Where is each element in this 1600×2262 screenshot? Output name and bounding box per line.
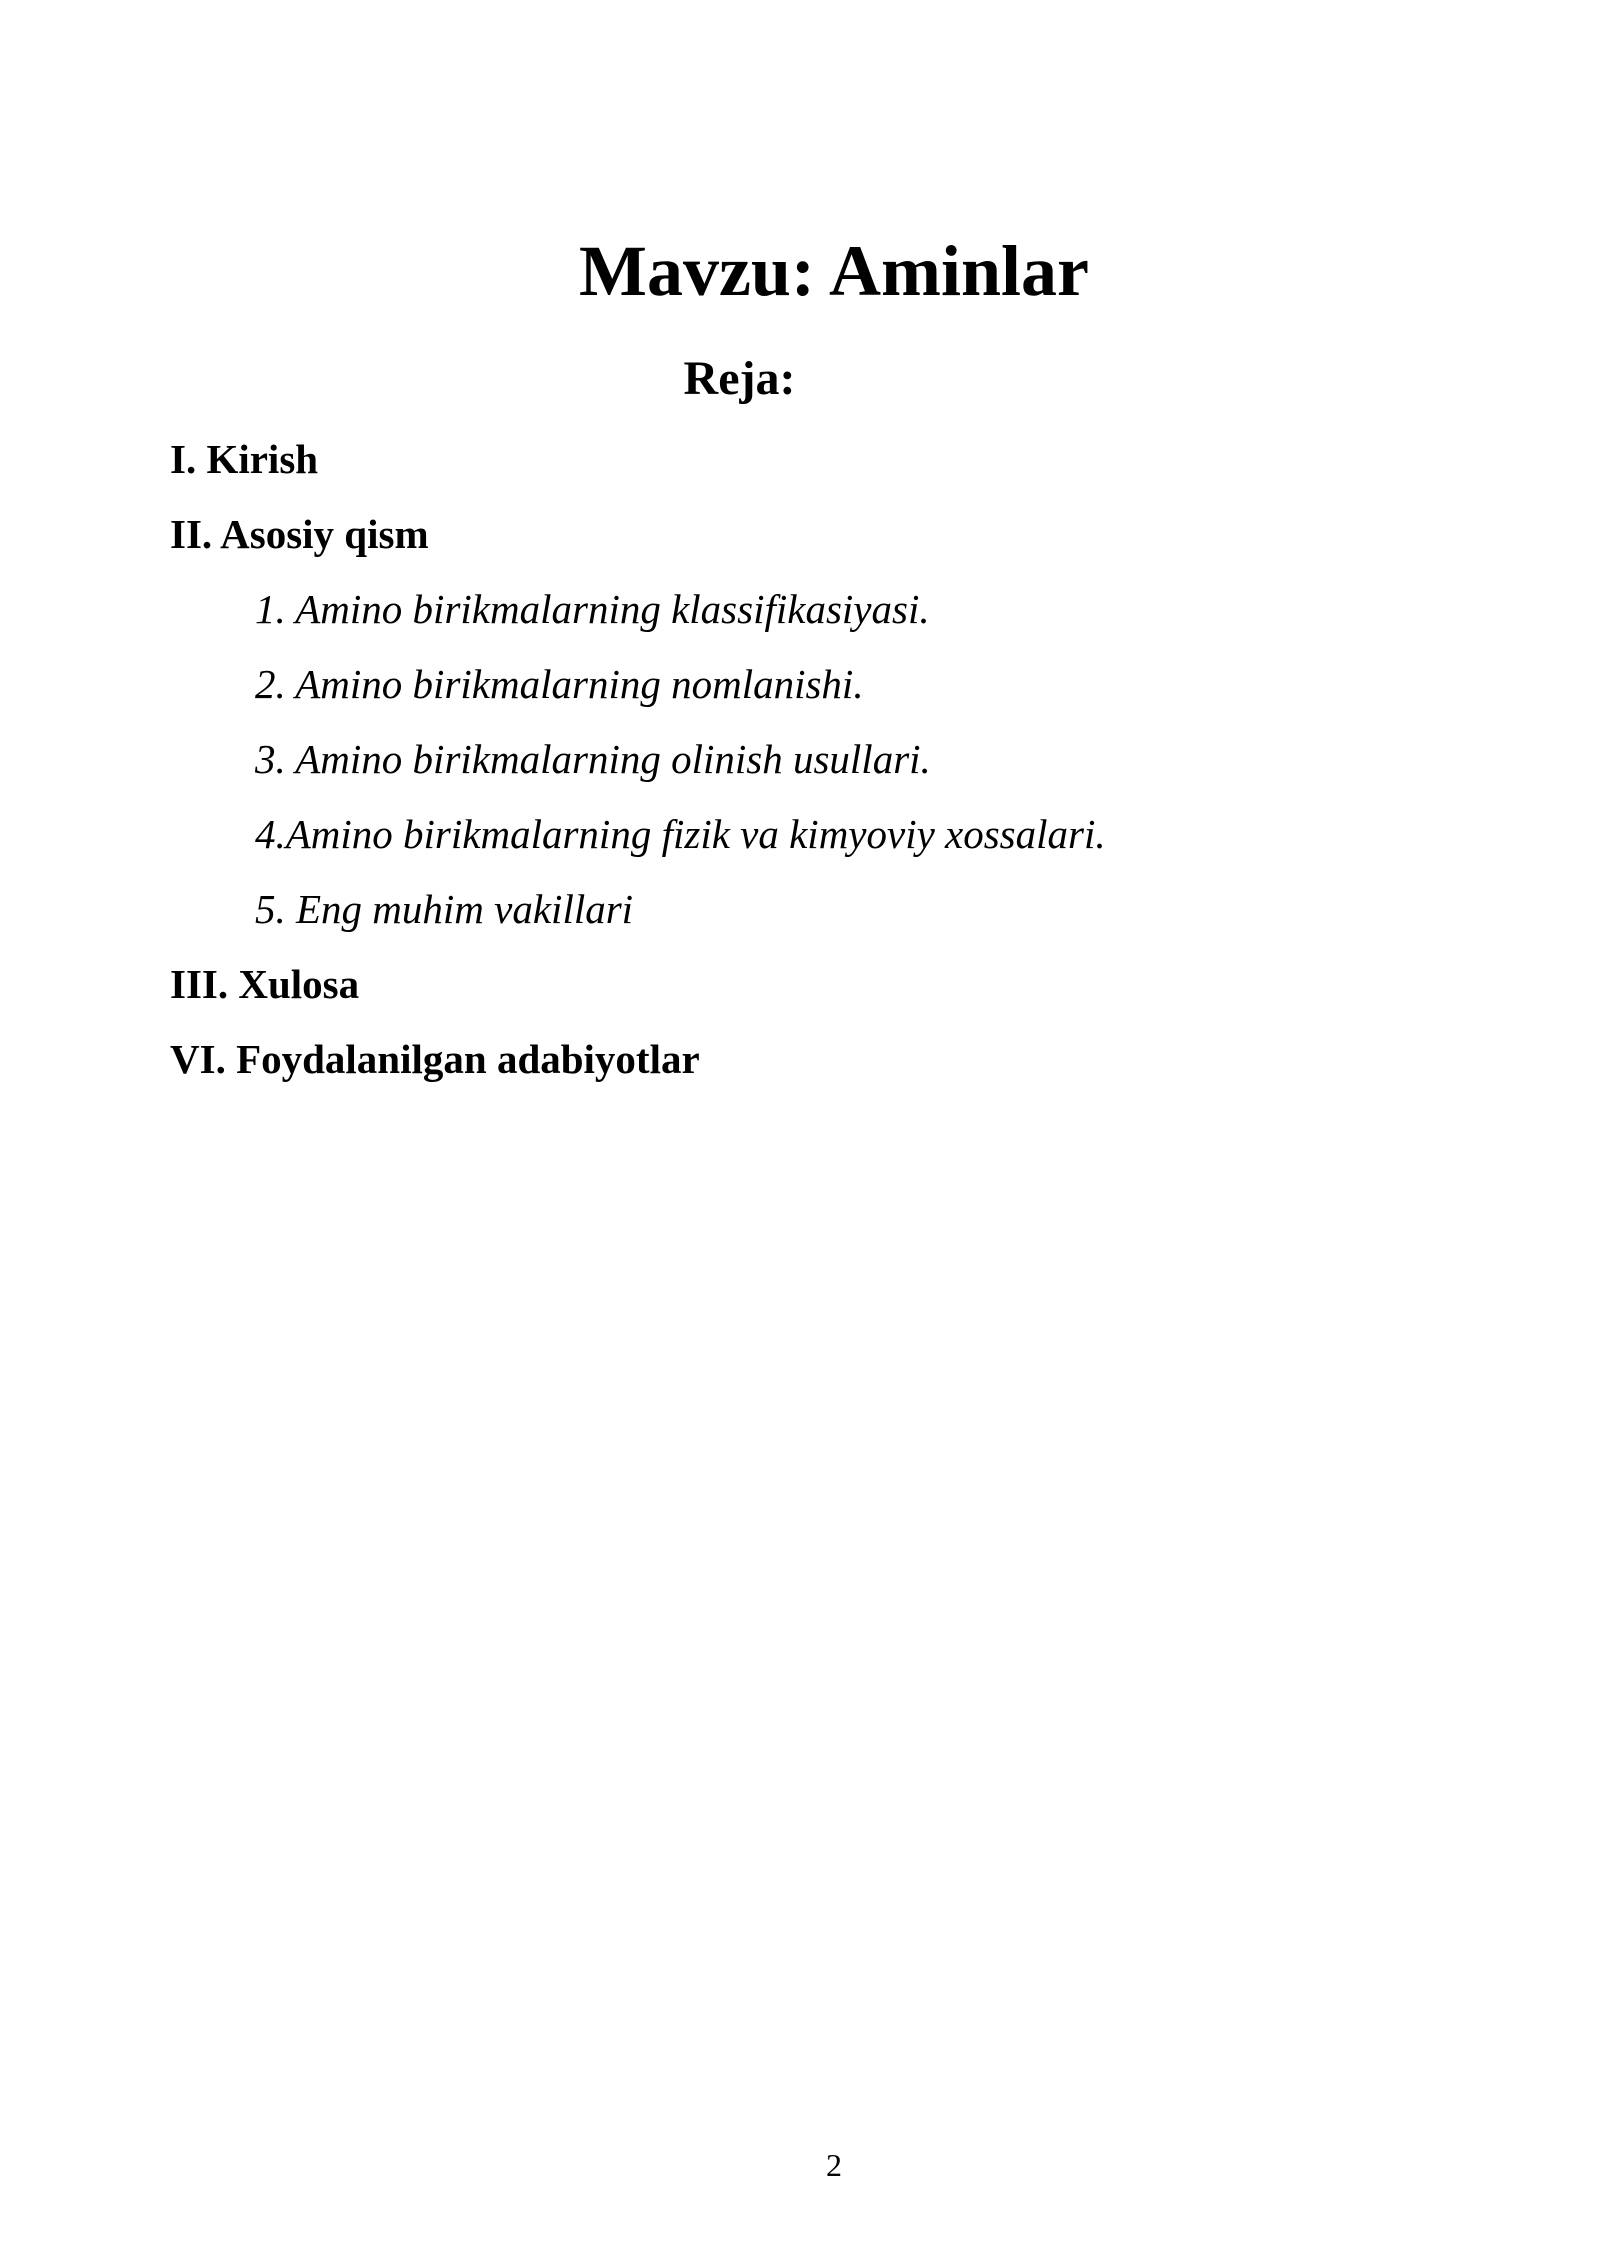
plan-item-conclusion: III. Xulosa xyxy=(170,961,360,1007)
plan-item-references: VI. Foydalanilgan adabiyotlar xyxy=(170,1036,700,1082)
plan-subitem-nomenclature: 2. Amino birikmalarning nomlanishi. xyxy=(255,661,864,707)
plan-item-introduction: I. Kirish xyxy=(170,436,319,482)
plan-list xyxy=(170,422,1470,1097)
plan-heading: Reja: xyxy=(683,352,796,405)
plan-subitem-properties: 4.Amino birikmalarning fizik va kimyoviy xossalari. xyxy=(255,811,1106,857)
page-title: Mavzu: Aminlar xyxy=(579,231,1089,311)
plan-subitem-classification: 1. Amino birikmalarning klassifikasiyasi. xyxy=(255,586,930,632)
plan-item-main-part: II. Asosiy qism xyxy=(170,511,429,557)
plan-subitem-representatives: 5. Eng muhim vakillari xyxy=(255,886,634,932)
plan-subitem-preparation-methods: 3. Amino birikmalarning olinish usullari. xyxy=(255,736,931,782)
page-number: 2 xyxy=(826,2147,842,2183)
